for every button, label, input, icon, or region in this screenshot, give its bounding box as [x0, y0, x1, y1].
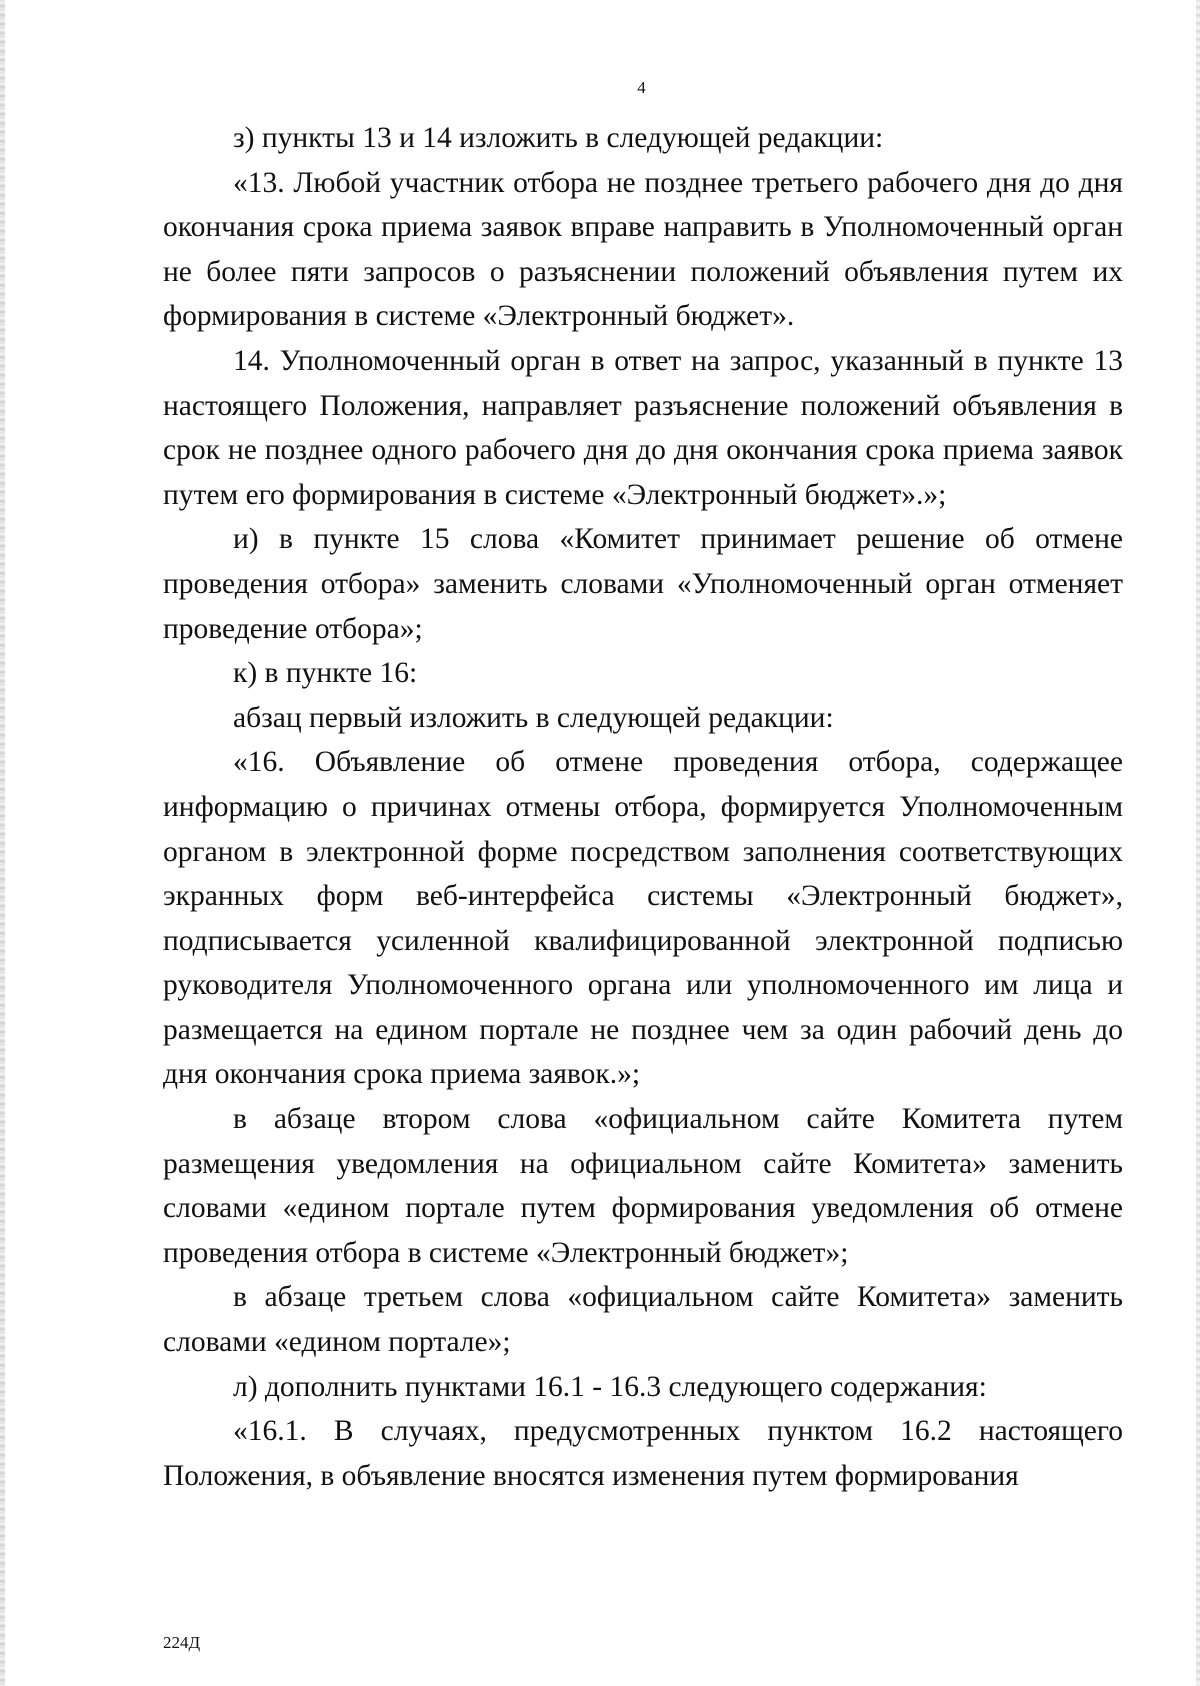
- paragraph-i-point-15: и) в пункте 15 слова «Комитет принимает решение об отмене проведения отбора» заменить словами «Уполномоченный орган отменяет проведение отбора»;: [163, 523, 1123, 645]
- paragraph-first-abzac: абзац первый изложить в следующей редакции:: [233, 701, 834, 734]
- scan-edge-right: [1196, 0, 1200, 1686]
- paragraph-third-abzac: в абзаце третьем слова «официальном сайте Комитета» заменить словами «едином портале»;: [163, 1281, 1123, 1359]
- paragraph-second-abzac: в абзаце втором слова «официальном сайте Комитета путем размещения уведомления на официальном сайте Комитета» заменить словами «едином портале путем формирования уведомления об отмене проведения отбора в системе «Электронный бюджет»;: [163, 1103, 1123, 1269]
- paragraph-k-point-16: к) в пункте 16:: [233, 657, 418, 690]
- scan-edge-left: [0, 0, 5, 1686]
- paragraph-point-14: 14. Уполномоченный орган в ответ на запрос, указанный в пункте 13 настоящего Положения, направляет разъяснение положений объявления в срок не позднее одного рабочего дня до дня окончания срока приема заявок путем его формирования в системе «Электронный бюджет».»;: [163, 344, 1123, 511]
- paragraph-z-points-13-14: з) пункты 13 и 14 изложить в следующей редакции:: [233, 122, 884, 154]
- page-number: 4: [637, 78, 646, 97]
- footer-document-code: 224Д: [163, 1633, 201, 1652]
- paragraph-point-16: «16. Объявление об отмене проведения отбора, содержащее информацию о причинах отмены отбора, формируется Уполномоченным органом в электронной форме посредством заполнения соответствующих экранных форм веб-интерфейса системы «Электронный бюджет», подписывается усиленной квалифицированной электронной подписью руководителя Уполномоченного органа или уполномоченного им лица и размещается на едином портале не позднее чем за один рабочий день до дня окончания срока приема заявок.»;: [163, 746, 1123, 1091]
- paragraph-point-16-1: «16.1. В случаях, предусмотренных пунктом 16.2 настоящего Положения, в объявление вносятся изменения путем формирования: [163, 1415, 1123, 1492]
- paragraph-point-13: «13. Любой участник отбора не позднее третьего рабочего дня до дня окончания срока приема заявок вправе направить в Уполномоченный орган не более пяти запросов о разъяснении положений объявления путем их формирования в системе «Электронный бюджет».: [163, 166, 1123, 333]
- document-body: [163, 116, 1123, 1498]
- paragraph-l-points-16-1-16-3: л) дополнить пунктами 16.1 - 16.3 следующего содержания:: [233, 1370, 987, 1403]
